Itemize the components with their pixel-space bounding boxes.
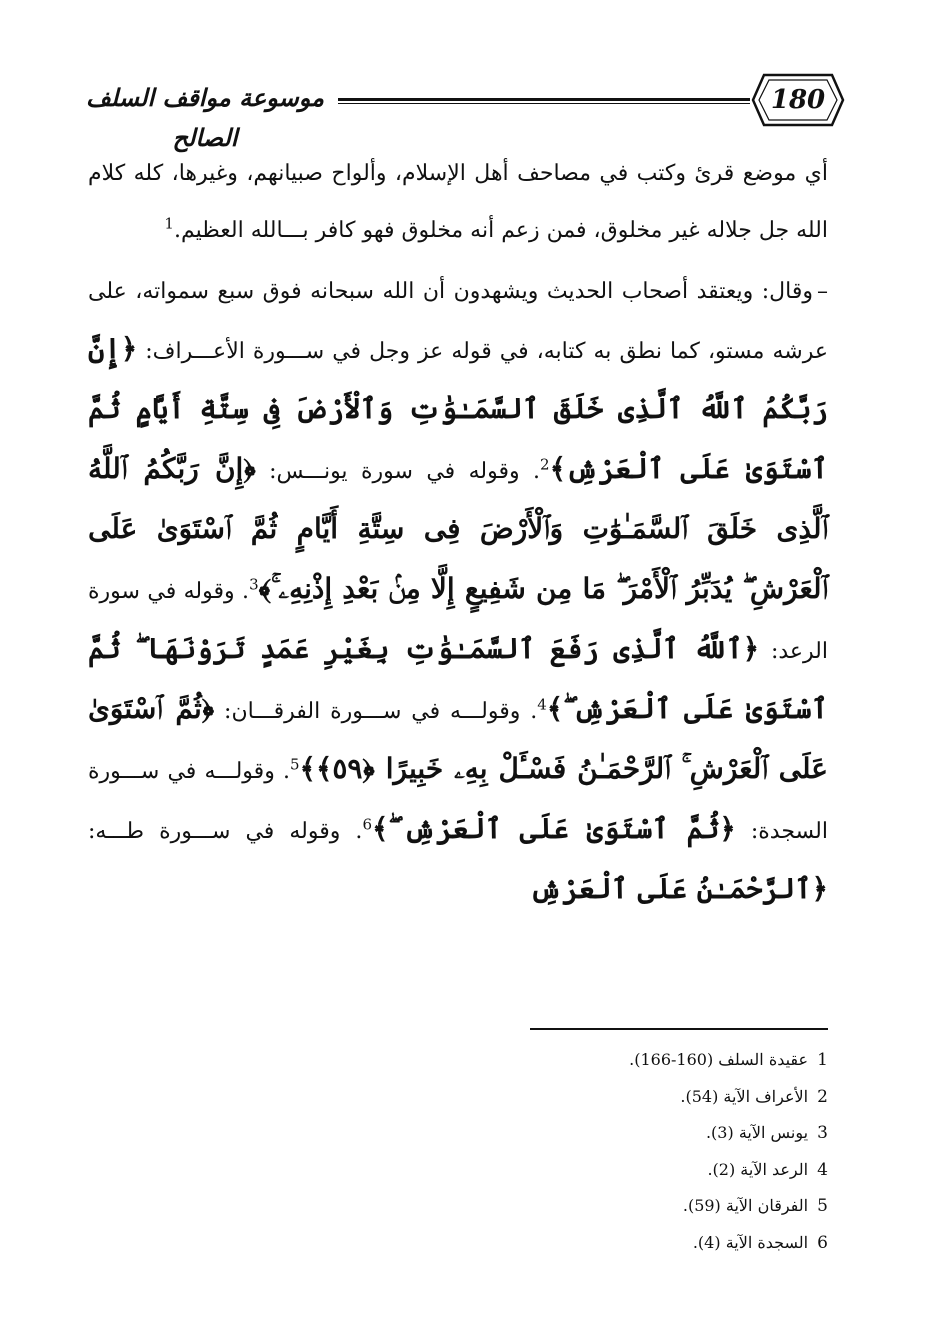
footnote-text: الرعد الآية (2). — [707, 1159, 809, 1179]
text-run: . وقوله في سورة يونـــس: — [255, 459, 541, 484]
footnote — [430, 1188, 828, 1225]
text-run: أي موضع قرئ وكتب في مصاحف أهل الإسلام، وألواح صبيانهم، وغيرها، كله كلام الله جل جلاله غير مخلوق، فمن زعم أنه مخلوق فهو كافر بـــالله العظيم. — [88, 161, 828, 243]
footnote — [430, 1115, 828, 1152]
list-dash: – — [817, 279, 828, 304]
footnote-number: 4 — [817, 1159, 828, 1180]
header-rule — [338, 98, 750, 104]
footnote-number: 6 — [817, 1232, 828, 1253]
text-run: وقال: ويعتقد أصحاب الحديث ويشهدون أن الله سبحانه فوق سبع سمواته، على عرشه مستو، كما نطق به كتابه، في قوله عز وجل في ســـورة الأعـــراف: — [88, 279, 828, 364]
page-header — [70, 72, 850, 152]
text-run: . وقولـــه في ســـورة السجدة: — [88, 759, 829, 844]
footnote-ref: 6 — [362, 815, 372, 834]
page-number-badge — [750, 72, 846, 128]
quran-verse: ﴿إِنَّ رَبَّكُمُ ٱللَّهُ ٱلَّذِى خَلَقَ ٱلسَّمَـٰوَٰتِ وَٱلْأَرْضَ فِى سِتَّةِ أَيَّامٍ ثُمَّ ٱسْتَوَىٰ عَلَى ٱلْعَرْشِ ۖ يُدَبِّرُ ٱلْأَمْرَ ۖ مَا مِن شَفِيعٍ إِلَّا مِنۢ بَعْدِ إِذْنِهِۦ ۚ﴾ — [88, 452, 829, 605]
quran-verse: ﴿ثُمَّ ٱسْتَوَىٰ عَلَى ٱلْعَرْشِ ۖ﴾ — [371, 812, 736, 845]
footnote-ref: 2 — [540, 455, 550, 474]
footnote-text: الفرقان الآية (59). — [682, 1196, 809, 1216]
footnote-ref: 4 — [537, 695, 547, 714]
footnote-text: الأعراف الآية (54). — [680, 1086, 809, 1106]
footnote — [430, 1079, 828, 1116]
quran-verse: ﴿إِنَّ رَبَّكُمُ ٱللَّهُ ٱلَّذِى خَلَقَ ٱلسَّمَـٰوَٰتِ وَٱلْأَرْضَ فِى سِتَّةِ أَيَّامٍ ثُمَّ ٱسْتَوَىٰ عَلَى ٱلْعَرْشِ﴾ — [88, 332, 828, 485]
footnote — [430, 1225, 828, 1262]
series-title: موسوعة مواقف السلف الصالح — [85, 83, 325, 152]
footnote-number: 5 — [817, 1196, 828, 1217]
footnote-text: السجدة الآية (4). — [692, 1232, 809, 1252]
footnotes-list — [430, 1042, 828, 1262]
text-run: . وقوله في ســـورة طـــه: — [88, 819, 363, 844]
page-number: 180 — [770, 85, 826, 115]
quran-verse: ﴿ٱلرَّحْمَـٰنُ عَلَى ٱلْعَرْشِ — [529, 872, 828, 905]
footnote-number: 1 — [817, 1050, 828, 1070]
text-run: . وقوله في سورة الرعد: — [88, 579, 828, 664]
main-text — [88, 145, 828, 920]
quran-verse: ﴿ثُمَّ ٱسْتَوَىٰ عَلَى ٱلْعَرْشِ ۚ ٱلرَّحْمَـٰنُ فَسْـَٔلْ بِهِۦ خَبِيرًا ﴿٥٩﴾﴾ — [88, 692, 828, 785]
footnote-divider — [530, 1028, 828, 1030]
footnote — [430, 1152, 828, 1189]
footnote-text: عقيدة السلف (160-166). — [629, 1050, 809, 1069]
quran-verse: ﴿ٱللَّهُ ٱلَّذِى رَفَعَ ٱلسَّمَـٰوَٰتِ بِغَيْرِ عَمَدٍ تَرَوْنَهَا ۖ ثُمَّ ٱسْتَوَىٰ عَلَى ٱلْعَرْشِ ۖ﴾ — [88, 632, 828, 725]
footnote-ref: 3 — [249, 575, 259, 594]
footnote-text: يونس الآية (3). — [705, 1123, 809, 1143]
paragraph — [88, 263, 828, 920]
paragraph — [88, 145, 828, 259]
footnote-number: 3 — [817, 1123, 828, 1144]
footnote-number: 2 — [817, 1086, 828, 1107]
footnote-ref: 1 — [164, 214, 174, 233]
footnote-ref: 5 — [289, 755, 300, 774]
footnote — [430, 1042, 828, 1079]
text-run: . وقولـــه في ســـورة الفرقـــان: — [214, 699, 538, 724]
